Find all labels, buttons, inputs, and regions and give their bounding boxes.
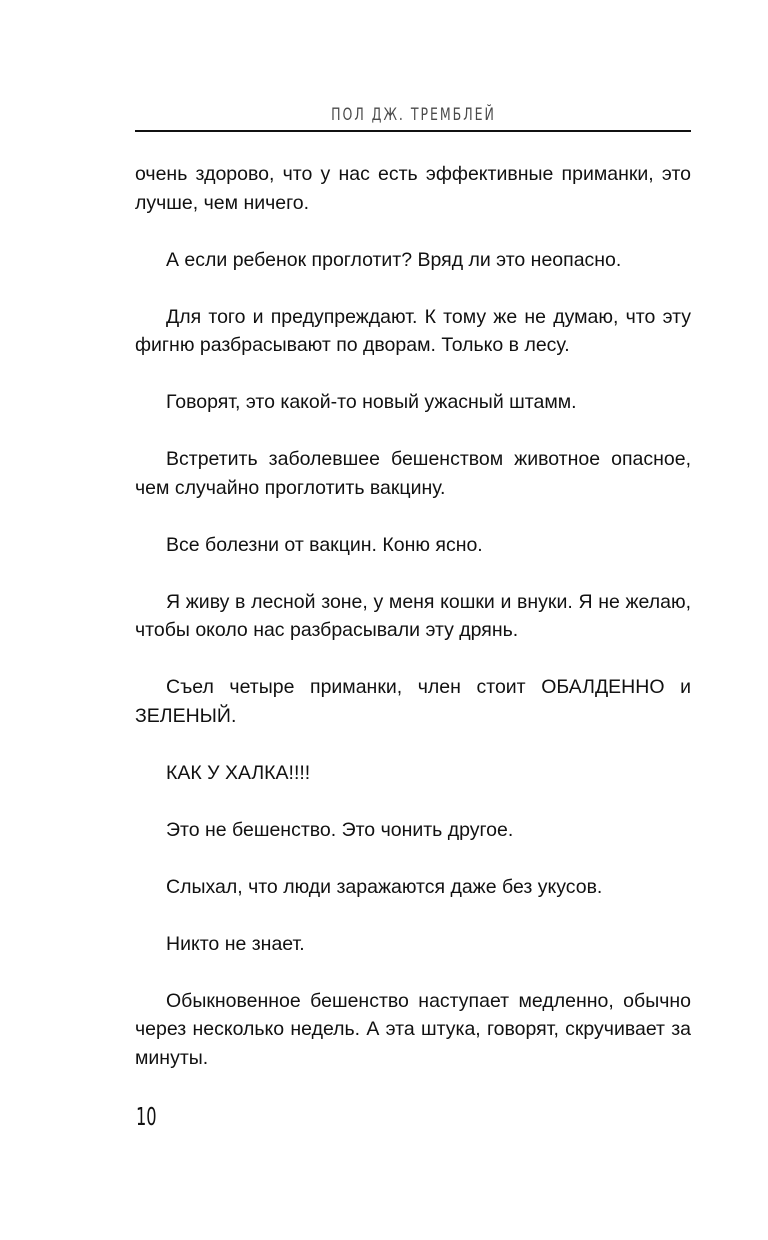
paragraph: Я живу в лесной зоне, у меня кошки и внуки. Я не желаю, чтобы около нас разбрасывали эту дрянь. <box>135 590 691 641</box>
paragraph: Съел четыре приманки, член стоит ОБАЛДЕННО и ЗЕЛЕНЫЙ. <box>135 676 691 727</box>
running-head-title: ПОЛ ДЖ. ТРЕМБЛЕЙ <box>330 105 496 125</box>
paragraph: Обыкновенное бешенство наступает медленно, обычно через несколько недель. А эта штука, говорят, скручивает за минуты. <box>135 989 691 1069</box>
paragraph: А если ребенок проглотит? Вряд ли это неопасно. <box>166 248 622 271</box>
paragraph: Встретить заболевшее бешенством животное опасное, чем случайно проглотить вакцину. <box>135 448 691 499</box>
paragraph: Это не бешенство. Это чонить другое. <box>166 818 514 841</box>
paragraph: Все болезни от вакцин. Коню ясно. <box>166 533 483 556</box>
paragraph: Слыхал, что люди заражаются даже без укусов. <box>166 875 603 898</box>
paragraph: Никто не знает. <box>166 932 305 955</box>
paragraph: очень здорово, что у нас есть эффективные приманки, это лучше, чем ничего. <box>135 163 691 214</box>
running-header <box>135 103 691 132</box>
paragraph: КАК У ХАЛКА!!!! <box>166 761 311 784</box>
paragraph: Говорят, это какой-то новый ужасный штамм. <box>166 391 577 413</box>
page-number: 10 <box>136 1102 157 1131</box>
body-text <box>135 160 691 1072</box>
paragraph: Для того и предупреждают. К тому же не думаю, что эту фигню разбрасывают по дворам. Только в лесу. <box>135 305 691 356</box>
